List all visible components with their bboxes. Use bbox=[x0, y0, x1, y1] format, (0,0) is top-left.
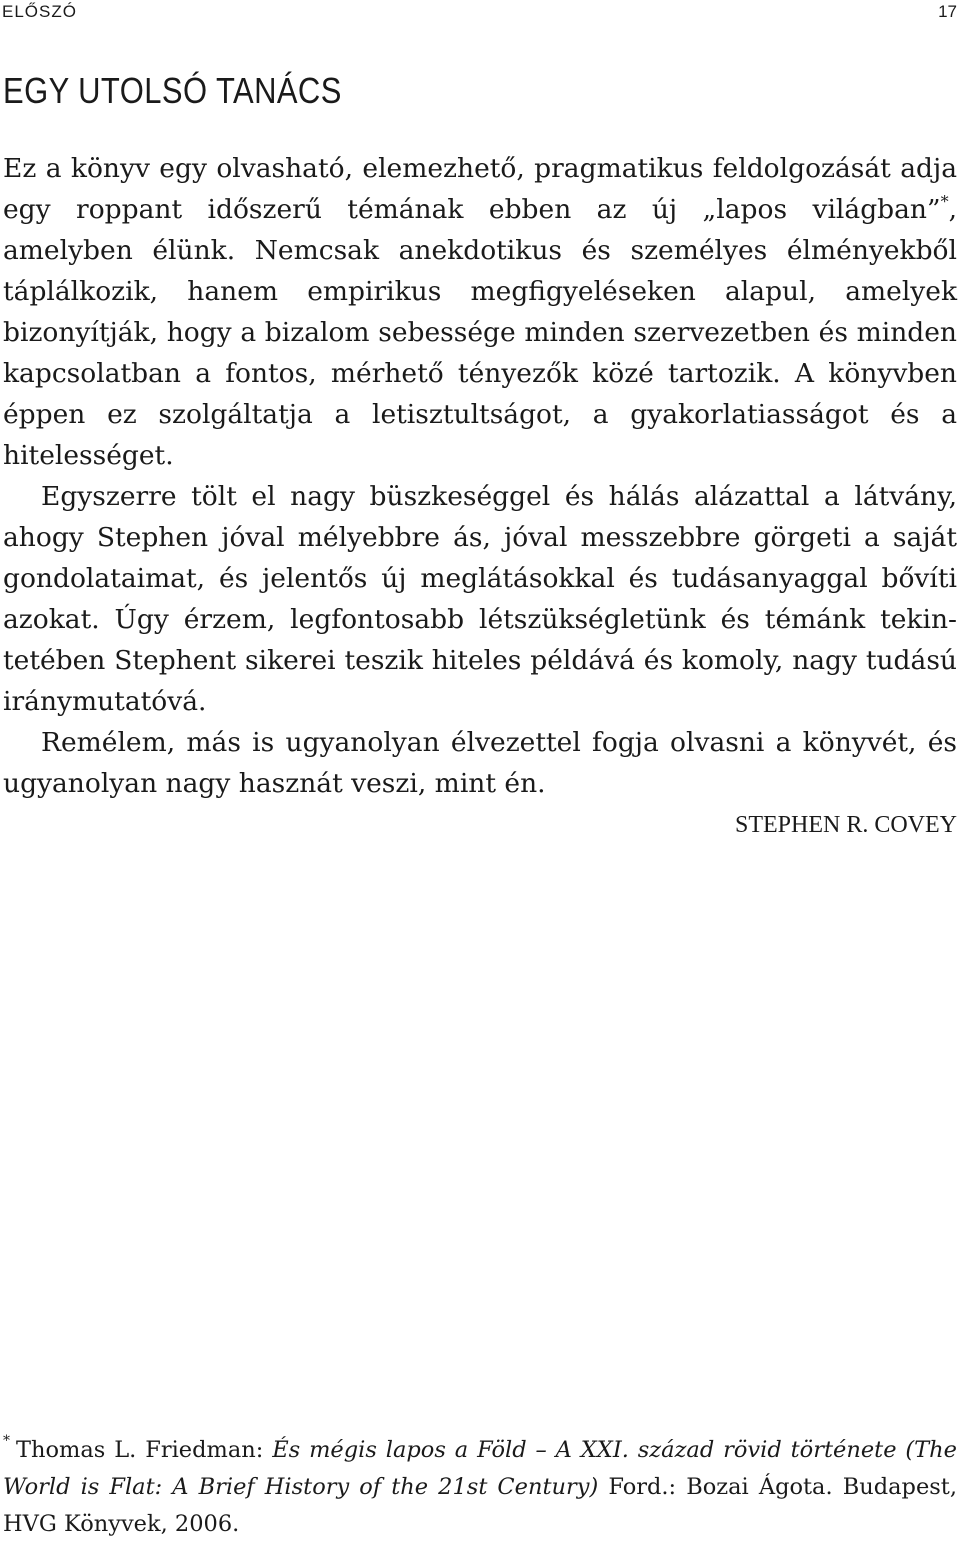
page-number: 17 bbox=[938, 2, 957, 21]
paragraph-1 bbox=[3, 148, 957, 476]
chapter-title: EGY UTOLSÓ TANÁCS bbox=[3, 70, 342, 111]
footnote-reference-marker: * bbox=[940, 192, 949, 211]
paragraph-1-part2: , amelyben élünk. Nemcsak anekdotikus és személyes élményekből táplálkozik, hanem empirikus megfigyeléseken alapul, amelyek bizonyítják, hogy a bizalom sebessége minden szervezetben és minden kapcsolatban a fontos, mérhető tényezők közé tartozik. A könyvben éppen ez szolgáltatja a letisztultságot, a gyakorlatiasságot és a hitelességet. bbox=[3, 194, 957, 471]
footnote-publication-info: Ford.: Bozai Ágota. Budapest, HVG Könyvek, 2006. bbox=[3, 1474, 957, 1537]
author-signature: STEPHEN R. COVEY bbox=[734, 812, 957, 838]
body-text bbox=[3, 148, 957, 804]
paragraph-3: Remélem, más is ugyanolyan élvezettel fogja olvasni a könyvét, és ugyanolyan nagy hasznát veszi, mint én. bbox=[3, 727, 957, 799]
paragraph-1-part1: Ez a könyv egy olvasható, elemezhető, pragmatikus feldolgozását adja egy roppant időszerű témának ebben az új „lapos világban” bbox=[3, 153, 957, 225]
footnote bbox=[3, 1432, 957, 1543]
running-head-section: ELŐSZÓ bbox=[2, 2, 77, 21]
footnote-marker: * bbox=[3, 1433, 10, 1449]
footnote-book-title: És mégis lapos a Föld – A XXI. század rövid története (The World is Flat: A Brief History of the 21st Century) bbox=[3, 1437, 957, 1500]
running-head bbox=[2, 2, 957, 24]
paragraph-2: Egyszerre tölt el nagy büszkeséggel és hálás alázattal a látvány, ahogy Stephen jóval mélyebbre ás, jóval messzebbre görgeti a saját gondolataimat, és jelentős új meglátásokkal és tudásanyaggal bővíti azokat. Úgy érzem, legfontosabb létszükségletünk és témánk tekintetében Stephent sikerei teszik hiteles példává és komoly, nagy tudású iránymutatóvá. bbox=[3, 481, 957, 717]
footnote-author: Thomas L. Friedman: bbox=[16, 1437, 273, 1463]
